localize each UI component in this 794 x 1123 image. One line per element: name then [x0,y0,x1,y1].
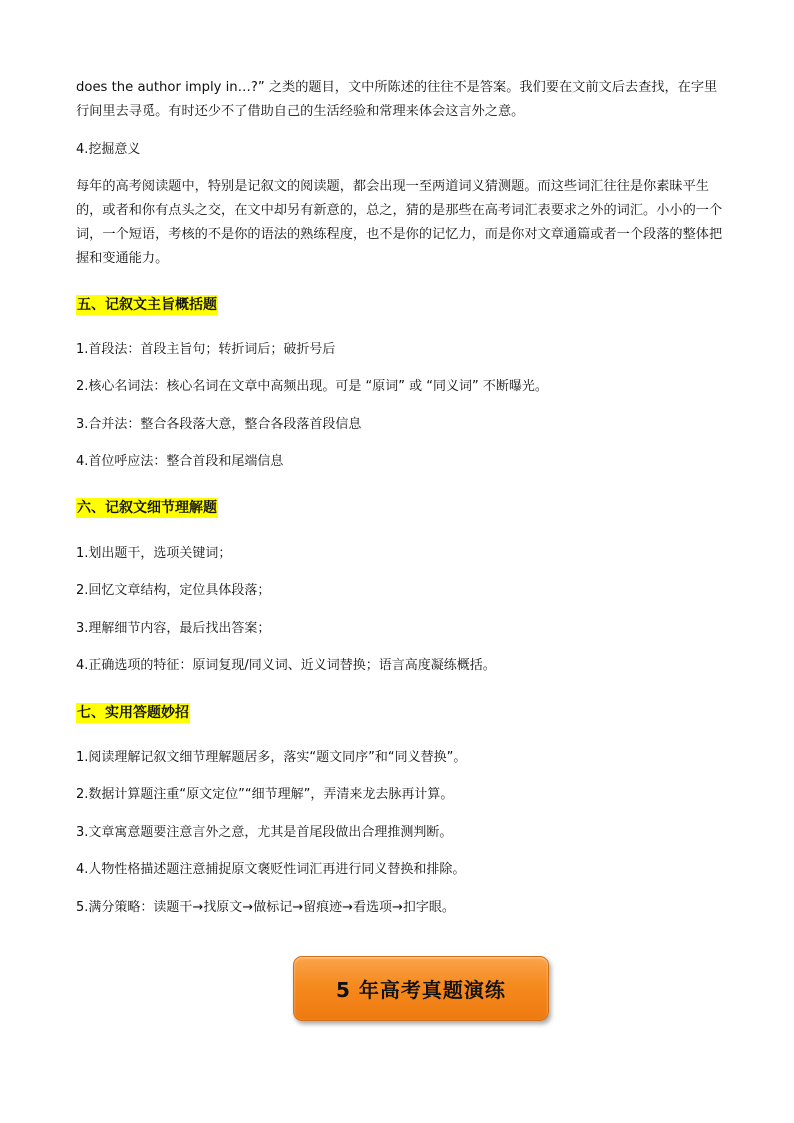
list-item: 4.人物性格描述题注意捕捉原文褒贬性词汇再进行同义替换和排除。 [76,862,466,877]
exam-practice-banner [293,956,549,1021]
section-heading-detail: 六、记叙文细节理解题 [77,500,217,516]
list-item: 2.回忆文章结构，定位具体段落； [76,583,271,598]
list-item: 1.阅读理解记叙文细节理解题居多，落实“题文同序”和“同义替换”。 [76,750,467,765]
list-item: 2.核心名词法：核心名词在文章中高频出现。可是 “原词” 或 “同义词” 不断曝光。 [76,379,548,394]
intro-paragraph: does the author imply in…?” 之类的题目，文中所陈述的往往不是答案。我们要在文前文后去查找，在字里行间里去寻觅。有时还少不了借助自己的生活经验和常理来体会这言外之意。 [76,80,718,119]
word-meaning-paragraph: 每年的高考阅读题中，特别是记叙文的阅读题，都会出现一至两道词义猜测题。而这些词汇往往是你素昧平生的，或者和你有点头之交，在文中却另有新意的，总之，猜的是那些在高考词汇表要求之外的词汇。小小的一个词，一个短语，考核的不是你的语法的熟练程度，也不是你的记忆力，而是你对文章通篇或者一个段落的整体把握和变通能力。 [76,179,723,266]
list-item: 1.首段法：首段主旨句；转折词后；破折号后 [76,342,336,357]
list-item: 5.满分策略：读题干→找原文→做标记→留痕迹→看选项→扣字眼。 [76,900,455,915]
list-item: 4.首位呼应法：整合首段和尾端信息 [76,454,284,469]
list-item: 3.理解细节内容，最后找出答案； [76,621,271,636]
sub-heading-dig-meaning: 4.挖掘意义 [76,142,141,157]
section-heading-tips: 七、实用答题妙招 [77,705,189,721]
list-item: 4.正确选项的特征：原词复现/同义词、近义词替换；语言高度凝练概括。 [76,658,496,673]
list-item: 3.文章寓意题要注意言外之意，尤其是首尾段做出合理推测判断。 [76,825,453,840]
banner-label: 5 年高考真题演练 [336,978,506,1002]
section-heading-main-idea: 五、记叙文主旨概括题 [77,297,217,313]
list-item: 2.数据计算题注重“原文定位”“细节理解”，弄清来龙去脉再计算。 [76,787,454,802]
list-item: 3.合并法：整合各段落大意，整合各段落首段信息 [76,417,362,432]
list-item: 1.划出题干，选项关键词； [76,546,232,561]
